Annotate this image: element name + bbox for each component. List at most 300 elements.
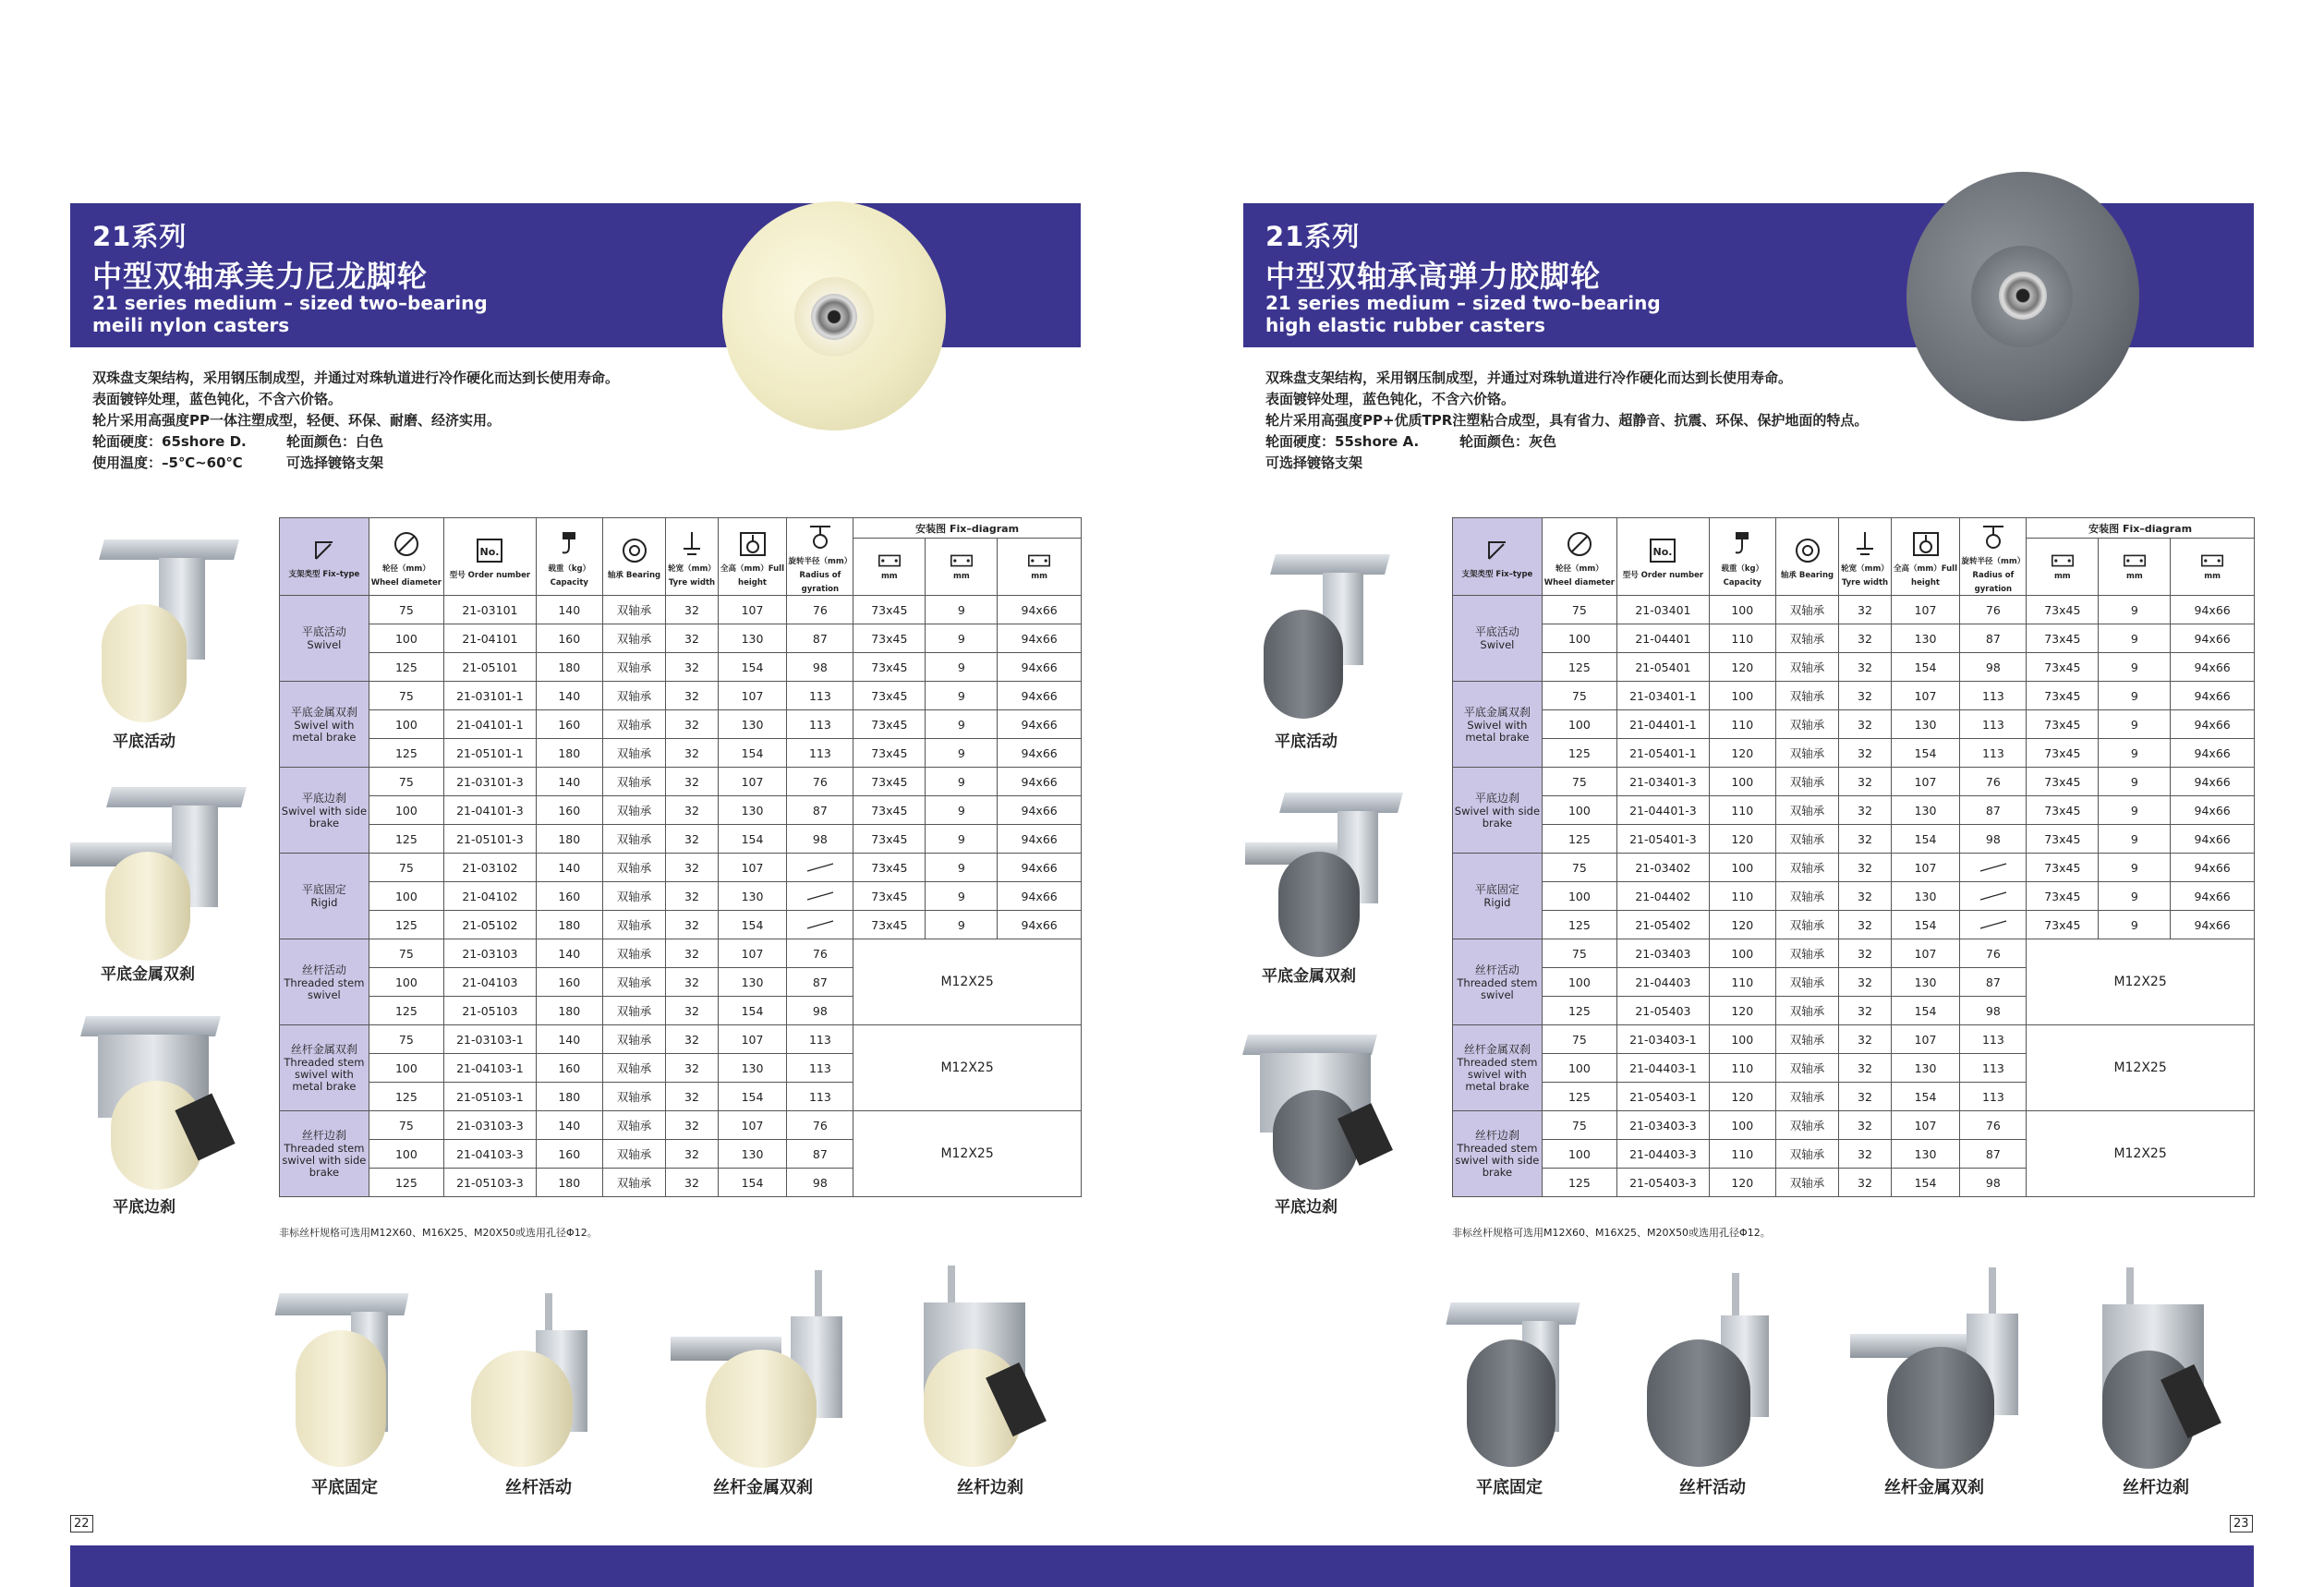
- table-cell: 113: [1960, 1025, 2027, 1054]
- table-cell: 130: [1891, 882, 1960, 911]
- footer-bar: [70, 1545, 2254, 1587]
- table-cell: 75: [369, 939, 443, 968]
- col-header-label: 轮径（mm）Wheel diameter: [370, 563, 442, 588]
- table-cell: 130: [1891, 796, 1960, 825]
- table-cell: 125: [1542, 997, 1616, 1025]
- fix-type-en: Rigid: [1483, 896, 1511, 909]
- table-cell: 双轴承: [1775, 739, 1839, 768]
- table-row: [1453, 739, 2255, 768]
- table-cell: 21-05101-1: [443, 739, 536, 768]
- table-cell: 73x45: [853, 596, 926, 624]
- table-cell: 113: [787, 710, 853, 739]
- table-cell: 21-04402: [1616, 882, 1709, 911]
- table-cell: 双轴承: [602, 653, 666, 682]
- fix-type-en: Rigid: [310, 896, 338, 909]
- table-cell: 9: [926, 653, 998, 682]
- hardness: 轮面硬度：65shore D.: [92, 433, 247, 450]
- table-cell: 21-04103: [443, 968, 536, 997]
- table-cell: 双轴承: [602, 911, 666, 939]
- table-cell: 9: [2099, 682, 2171, 710]
- table-cell: 21-05403-3: [1616, 1169, 1709, 1197]
- table-cell: 180: [536, 997, 602, 1025]
- table-cell: 21-03101-3: [443, 768, 536, 796]
- col-header-label: 轮径（mm）Wheel diameter: [1543, 563, 1615, 588]
- title-cn: 中型双轴承美力尼龙脚轮: [92, 259, 429, 294]
- col-header-bearing: [602, 518, 666, 596]
- table-cell: 21-05101-3: [443, 825, 536, 854]
- table-cell: 110: [1709, 1054, 1775, 1083]
- table-cell: 107: [718, 1025, 787, 1054]
- table-row: [280, 825, 1082, 854]
- table-cell: 32: [1839, 768, 1891, 796]
- table-cell: 75: [1542, 682, 1616, 710]
- table-cell: 100: [1542, 1054, 1616, 1083]
- table-cell: 21-04403-1: [1616, 1054, 1709, 1083]
- table-cell: 154: [718, 653, 787, 682]
- table-cell: 98: [787, 1169, 853, 1197]
- table-row: [1453, 624, 2255, 653]
- table-row: [1453, 911, 2255, 939]
- col-header-label: 支架类型 Fix–type: [288, 570, 360, 579]
- table-cell: 9: [2099, 710, 2171, 739]
- table-cell: 9: [926, 854, 998, 882]
- table-cell: 32: [666, 1054, 718, 1083]
- bottom-label: 丝杆边刹: [2123, 1478, 2189, 1497]
- table-cell: 140: [536, 596, 602, 624]
- fix-type-en: Threaded stem swivel with side brake: [1455, 1142, 1540, 1179]
- table-cell: 94x66: [998, 768, 1082, 796]
- table-cell: 98: [1960, 1169, 2027, 1197]
- col-header-height: [718, 518, 787, 596]
- table-cell: 130: [1891, 968, 1960, 997]
- table-cell: 100: [369, 1054, 443, 1083]
- table-cell: 21-03103: [443, 939, 536, 968]
- table-cell: 140: [536, 1025, 602, 1054]
- table-cell: 9: [2099, 911, 2171, 939]
- fix-type-cn: 平底边刹: [301, 791, 346, 805]
- table-cell: 76: [1960, 768, 2027, 796]
- table-cell: 73x45: [853, 911, 926, 939]
- table-cell: 73x45: [853, 882, 926, 911]
- table-cell: 双轴承: [1775, 768, 1839, 796]
- table-cell: 125: [369, 739, 443, 768]
- table-cell: 9: [2099, 796, 2171, 825]
- fix-type-en: Swivel with side brake: [1454, 804, 1541, 830]
- table-cell: 75: [1542, 768, 1616, 796]
- table-cell: 87: [787, 968, 853, 997]
- table-cell: 21-03101-1: [443, 682, 536, 710]
- table-cell: 双轴承: [1775, 1111, 1839, 1140]
- table-cell: 73x45: [853, 768, 926, 796]
- desc-line: 双珠盘支架结构，采用钢压制成型，并通过对珠轨道进行冷作硬化而达到长使用寿命。: [1265, 369, 1793, 386]
- table-cell: 73x45: [2027, 911, 2099, 939]
- table-cell: 21-05401-3: [1616, 825, 1709, 854]
- col-header-height: [1891, 518, 1960, 596]
- desc-line: 轮片采用高强度PP+优质TPR注塑粘合成型，具有省力、超静音、抗震、环保、保护地面的特点。: [1265, 412, 1869, 429]
- table-cell: 双轴承: [602, 997, 666, 1025]
- table-cell: 双轴承: [1775, 624, 1839, 653]
- fix-type-cell: [1453, 768, 1543, 854]
- page-number: 22: [70, 1515, 93, 1532]
- caster-photo: [1448, 1302, 1587, 1469]
- table-cell: 100: [1709, 1025, 1775, 1054]
- table-cell: 100: [369, 710, 443, 739]
- table-cell: 94x66: [998, 882, 1082, 911]
- color: 轮面颜色：白色: [286, 433, 384, 450]
- table-cell: 94x66: [2171, 682, 2255, 710]
- table-cell: 73x45: [853, 624, 926, 653]
- table-cell: 140: [536, 854, 602, 882]
- table-cell: 160: [536, 1140, 602, 1169]
- table-cell: 双轴承: [602, 1140, 666, 1169]
- footnote: 非标丝杆规格可选用M12X60、M16X25、M20X50或选用孔径Φ12。: [279, 1227, 598, 1239]
- table-cell: 双轴承: [1775, 939, 1839, 968]
- table-cell: 32: [1839, 1054, 1891, 1083]
- table-cell: 154: [1891, 653, 1960, 682]
- table-cell: 75: [369, 854, 443, 882]
- table-cell: 100: [1542, 796, 1616, 825]
- series-label: 21系列: [1265, 221, 1361, 252]
- table-row: [280, 653, 1082, 682]
- col-header-label: 轴承 Bearing: [607, 571, 661, 580]
- fix-type-cell: [1453, 1025, 1543, 1111]
- fix-type-en: Threaded stem swivel: [1457, 975, 1538, 1001]
- table-cell: 87: [1960, 968, 2027, 997]
- col-header-label: 轮宽（mm）Tyre width: [668, 563, 716, 588]
- table-cell: 160: [536, 624, 602, 653]
- table-cell: 32: [1839, 682, 1891, 710]
- fix-type-cell: [280, 596, 369, 682]
- table-cell: 75: [1542, 1025, 1616, 1054]
- table-row: [1453, 710, 2255, 739]
- table-cell: 107: [1891, 939, 1960, 968]
- bottom-label: 平底固定: [1476, 1478, 1543, 1497]
- table-cell: 94x66: [2171, 710, 2255, 739]
- col-header-fix_type: [1453, 518, 1543, 596]
- table-cell: 9: [926, 682, 998, 710]
- table-cell: 32: [666, 682, 718, 710]
- table-cell: 180: [536, 739, 602, 768]
- table-cell: 双轴承: [602, 682, 666, 710]
- temperature: 使用温度：–5℃~60℃: [92, 454, 243, 471]
- table-cell: 73x45: [2027, 653, 2099, 682]
- table-cell: 21-05401-1: [1616, 739, 1709, 768]
- table-cell: 21-04101-3: [443, 796, 536, 825]
- table-cell: 21-04403: [1616, 968, 1709, 997]
- table-cell: 125: [1542, 1083, 1616, 1111]
- fix-diagram-subheader: [2099, 539, 2171, 596]
- table-cell: 双轴承: [602, 596, 666, 624]
- col-header-label: 载重（kg）Capacity: [1721, 563, 1764, 588]
- table-cell: 21-03101: [443, 596, 536, 624]
- fix-type-cell: [280, 939, 369, 1025]
- table-cell: 94x66: [2171, 854, 2255, 882]
- table-cell: 双轴承: [1775, 825, 1839, 854]
- table-cell: 21-04401: [1616, 624, 1709, 653]
- table-cell: 107: [718, 1111, 787, 1140]
- mm-label: mm: [880, 572, 898, 581]
- fix-type-cell: [1453, 596, 1543, 682]
- table-cell: 32: [666, 1111, 718, 1140]
- table-cell: 双轴承: [1775, 1083, 1839, 1111]
- table-cell: 73x45: [2027, 796, 2099, 825]
- table-cell: 120: [1709, 825, 1775, 854]
- table-cell: 32: [1839, 624, 1891, 653]
- table-cell: 21-04401-3: [1616, 796, 1709, 825]
- table-cell: 双轴承: [1775, 1025, 1839, 1054]
- table-cell: 双轴承: [1775, 968, 1839, 997]
- table-cell: 100: [1709, 682, 1775, 710]
- table-cell: 160: [536, 968, 602, 997]
- option: 可选择镀铬支架: [286, 454, 384, 471]
- table-cell: 9: [2099, 653, 2171, 682]
- table-cell: 160: [536, 796, 602, 825]
- table-cell: 94x66: [998, 710, 1082, 739]
- table-cell: 94x66: [998, 653, 1082, 682]
- right-page: [1162, 0, 2324, 1587]
- desc-line: 表面镀锌处理，蓝色钝化，不含六价铬。: [1265, 391, 1516, 407]
- col-header-tyre: [666, 518, 718, 596]
- table-row: [280, 682, 1082, 710]
- table-cell: 125: [1542, 825, 1616, 854]
- title-en: 21 series medium – sized two–bearing meili nylon casters: [92, 292, 488, 336]
- table-cell: 154: [718, 997, 787, 1025]
- table-cell: 87: [1960, 1140, 2027, 1169]
- table-cell: 110: [1709, 968, 1775, 997]
- table-cell: 双轴承: [1775, 682, 1839, 710]
- table-row: [1453, 653, 2255, 682]
- table-cell: 100: [1542, 710, 1616, 739]
- title-en: 21 series medium – sized two–bearing high elastic rubber casters: [1265, 292, 1661, 336]
- caster-photo: [1245, 793, 1411, 959]
- table-cell: 73x45: [2027, 624, 2099, 653]
- table-cell: 94x66: [998, 682, 1082, 710]
- bottom-label: 平底固定: [311, 1478, 378, 1497]
- col-header-fix-diagram: 安装图 Fix–diagram: [853, 518, 1082, 539]
- table-cell: 130: [718, 796, 787, 825]
- table-cell: 154: [718, 825, 787, 854]
- table-cell: 双轴承: [602, 968, 666, 997]
- fix-type-cell: [1453, 939, 1543, 1025]
- table-cell: 32: [666, 1140, 718, 1169]
- table-cell: 73x45: [853, 682, 926, 710]
- side-label: 平底边刹: [113, 1198, 176, 1217]
- table-cell: 73x45: [853, 653, 926, 682]
- table-cell: 125: [369, 1083, 443, 1111]
- table-cell: 32: [666, 968, 718, 997]
- table-row: [1453, 1111, 2255, 1140]
- table-row: [280, 854, 1082, 882]
- col-header-label: 全高（mm）Full height: [720, 563, 784, 588]
- title-cn: 中型双轴承高弹力胶脚轮: [1265, 259, 1602, 294]
- table-cell: 32: [666, 854, 718, 882]
- caster-photo: [1245, 1035, 1402, 1192]
- table-cell: 73x45: [2027, 596, 2099, 624]
- description: [92, 368, 619, 474]
- table-cell: 180: [536, 825, 602, 854]
- table-cell: 32: [1839, 1169, 1891, 1197]
- bottom-label: 丝杆活动: [1679, 1478, 1746, 1497]
- hardness: 轮面硬度：55shore A.: [1265, 433, 1420, 450]
- table-cell: 32: [666, 739, 718, 768]
- table-cell: 双轴承: [1775, 854, 1839, 882]
- col-header-label: 全高（mm）Full height: [1894, 563, 1957, 588]
- table-cell-slash: [1960, 911, 2027, 939]
- table-row: [280, 939, 1082, 968]
- fix-type-cn: 丝杆活动: [301, 963, 346, 976]
- table-cell: 21-05402: [1616, 911, 1709, 939]
- desc-line: 双珠盘支架结构，采用钢压制成型，并通过对珠轨道进行冷作硬化而达到长使用寿命。: [92, 369, 620, 386]
- table-cell: 32: [1839, 1111, 1891, 1140]
- table-cell: 9: [2099, 882, 2171, 911]
- table-cell: 双轴承: [602, 1111, 666, 1140]
- col-header-order: [443, 518, 536, 596]
- table-row: [1453, 682, 2255, 710]
- table-cell: 154: [1891, 825, 1960, 854]
- table-cell: 94x66: [2171, 825, 2255, 854]
- table-cell: 120: [1709, 739, 1775, 768]
- table-cell: 21-03401-3: [1616, 768, 1709, 796]
- table-cell: 32: [666, 768, 718, 796]
- col-header-capacity: [536, 518, 602, 596]
- fix-type-en: Swivel: [307, 638, 342, 651]
- table-cell: 113: [1960, 710, 2027, 739]
- table-cell: 32: [666, 624, 718, 653]
- table-cell: 75: [1542, 596, 1616, 624]
- caster-photo: [671, 1270, 855, 1469]
- table-cell: 94x66: [2171, 653, 2255, 682]
- table-cell: 75: [1542, 939, 1616, 968]
- table-cell: 154: [1891, 1083, 1960, 1111]
- table-cell: 130: [718, 882, 787, 911]
- table-cell: 32: [1839, 596, 1891, 624]
- table-cell: 双轴承: [1775, 1169, 1839, 1197]
- table-cell: 87: [787, 796, 853, 825]
- col-header-capacity: [1709, 518, 1775, 596]
- table-cell: 94x66: [998, 596, 1082, 624]
- table-cell: 9: [2099, 825, 2171, 854]
- table-cell: 180: [536, 1169, 602, 1197]
- table-cell: 154: [1891, 739, 1960, 768]
- table-cell: 双轴承: [602, 882, 666, 911]
- caster-photo: [277, 1293, 406, 1469]
- table-cell: 76: [787, 596, 853, 624]
- fix-type-cn: 丝杆边刹: [301, 1129, 346, 1142]
- table-cell: 9: [926, 825, 998, 854]
- table-cell: 100: [1542, 882, 1616, 911]
- table-cell: 76: [1960, 939, 2027, 968]
- table-cell: 9: [926, 796, 998, 825]
- fix-diagram-thread: M12X25: [2027, 939, 2255, 1025]
- mm-label: mm: [2125, 572, 2143, 581]
- table-cell: 21-03403: [1616, 939, 1709, 968]
- table-cell: 21-04102: [443, 882, 536, 911]
- table-cell: 双轴承: [602, 1083, 666, 1111]
- table-row: [280, 739, 1082, 768]
- table-cell: 21-03401: [1616, 596, 1709, 624]
- caster-photo: [74, 1016, 240, 1192]
- fix-diagram-subheader: [926, 539, 998, 596]
- fix-type-cell: [280, 768, 369, 854]
- table-cell: 9: [926, 768, 998, 796]
- table-cell: 32: [666, 997, 718, 1025]
- table-row: [280, 796, 1082, 825]
- table-cell: 113: [787, 739, 853, 768]
- table-cell: 76: [787, 1111, 853, 1140]
- table-cell: 双轴承: [1775, 882, 1839, 911]
- rubber-wheel-image: [1906, 172, 2139, 421]
- table-cell: 32: [666, 825, 718, 854]
- table-cell: 160: [536, 882, 602, 911]
- table-cell: 9: [926, 882, 998, 911]
- table-cell: 32: [666, 911, 718, 939]
- svg-text:No.: No.: [479, 546, 500, 558]
- table-cell: 32: [1839, 997, 1891, 1025]
- table-cell: 21-05103-3: [443, 1169, 536, 1197]
- table-cell: 98: [1960, 997, 2027, 1025]
- table-cell-slash: [787, 911, 853, 939]
- table-cell: 94x66: [2171, 739, 2255, 768]
- fix-type-en: Swivel with side brake: [281, 804, 368, 830]
- table-row: [280, 768, 1082, 796]
- table-cell: 94x66: [998, 854, 1082, 882]
- col-header-tyre: [1839, 518, 1891, 596]
- table-cell: 130: [1891, 1140, 1960, 1169]
- table-cell: 32: [1839, 854, 1891, 882]
- table-cell: 75: [1542, 1111, 1616, 1140]
- table-cell: 100: [1709, 939, 1775, 968]
- fix-diagram-subheader: [2027, 539, 2099, 596]
- col-header-radius: [787, 518, 853, 596]
- fix-type-cn: 平底边刹: [1474, 791, 1519, 805]
- table-cell: 双轴承: [602, 825, 666, 854]
- table-cell: 双轴承: [602, 1025, 666, 1054]
- table-cell: 100: [1542, 968, 1616, 997]
- table-cell: 113: [1960, 1083, 2027, 1111]
- table-cell: 32: [666, 596, 718, 624]
- table-cell: 73x45: [2027, 739, 2099, 768]
- table-cell: 130: [718, 624, 787, 653]
- table-cell: 32: [1839, 710, 1891, 739]
- table-cell: 32: [666, 1169, 718, 1197]
- fix-type-en: Threaded stem swivel with metal brake: [284, 1056, 365, 1093]
- description: [1265, 368, 1868, 474]
- fix-type-cell: [280, 854, 369, 939]
- col-header-label: 型号 Order number: [1622, 571, 1704, 580]
- table-cell: 32: [666, 653, 718, 682]
- mm-label: mm: [1031, 572, 1047, 581]
- table-cell: 113: [787, 682, 853, 710]
- option: 可选择镀铬支架: [1265, 454, 1363, 471]
- table-cell: 双轴承: [602, 854, 666, 882]
- fix-type-cell: [280, 1111, 369, 1197]
- table-cell: 154: [1891, 997, 1960, 1025]
- table-cell: 21-05401: [1616, 653, 1709, 682]
- table-cell: 94x66: [998, 911, 1082, 939]
- bottom-label: 丝杆金属双刹: [1884, 1478, 1984, 1497]
- table-row: [1453, 882, 2255, 911]
- table-cell: 107: [718, 768, 787, 796]
- table-cell: 120: [1709, 997, 1775, 1025]
- table-cell: 双轴承: [602, 739, 666, 768]
- fix-type-cn: 平底金属双刹: [290, 705, 357, 719]
- table-cell: 120: [1709, 653, 1775, 682]
- table-cell: 32: [1839, 739, 1891, 768]
- table-cell: 73x45: [853, 796, 926, 825]
- table-cell: 9: [2099, 624, 2171, 653]
- color: 轮面颜色：灰色: [1459, 433, 1557, 450]
- fix-type-cn: 平底固定: [301, 883, 346, 896]
